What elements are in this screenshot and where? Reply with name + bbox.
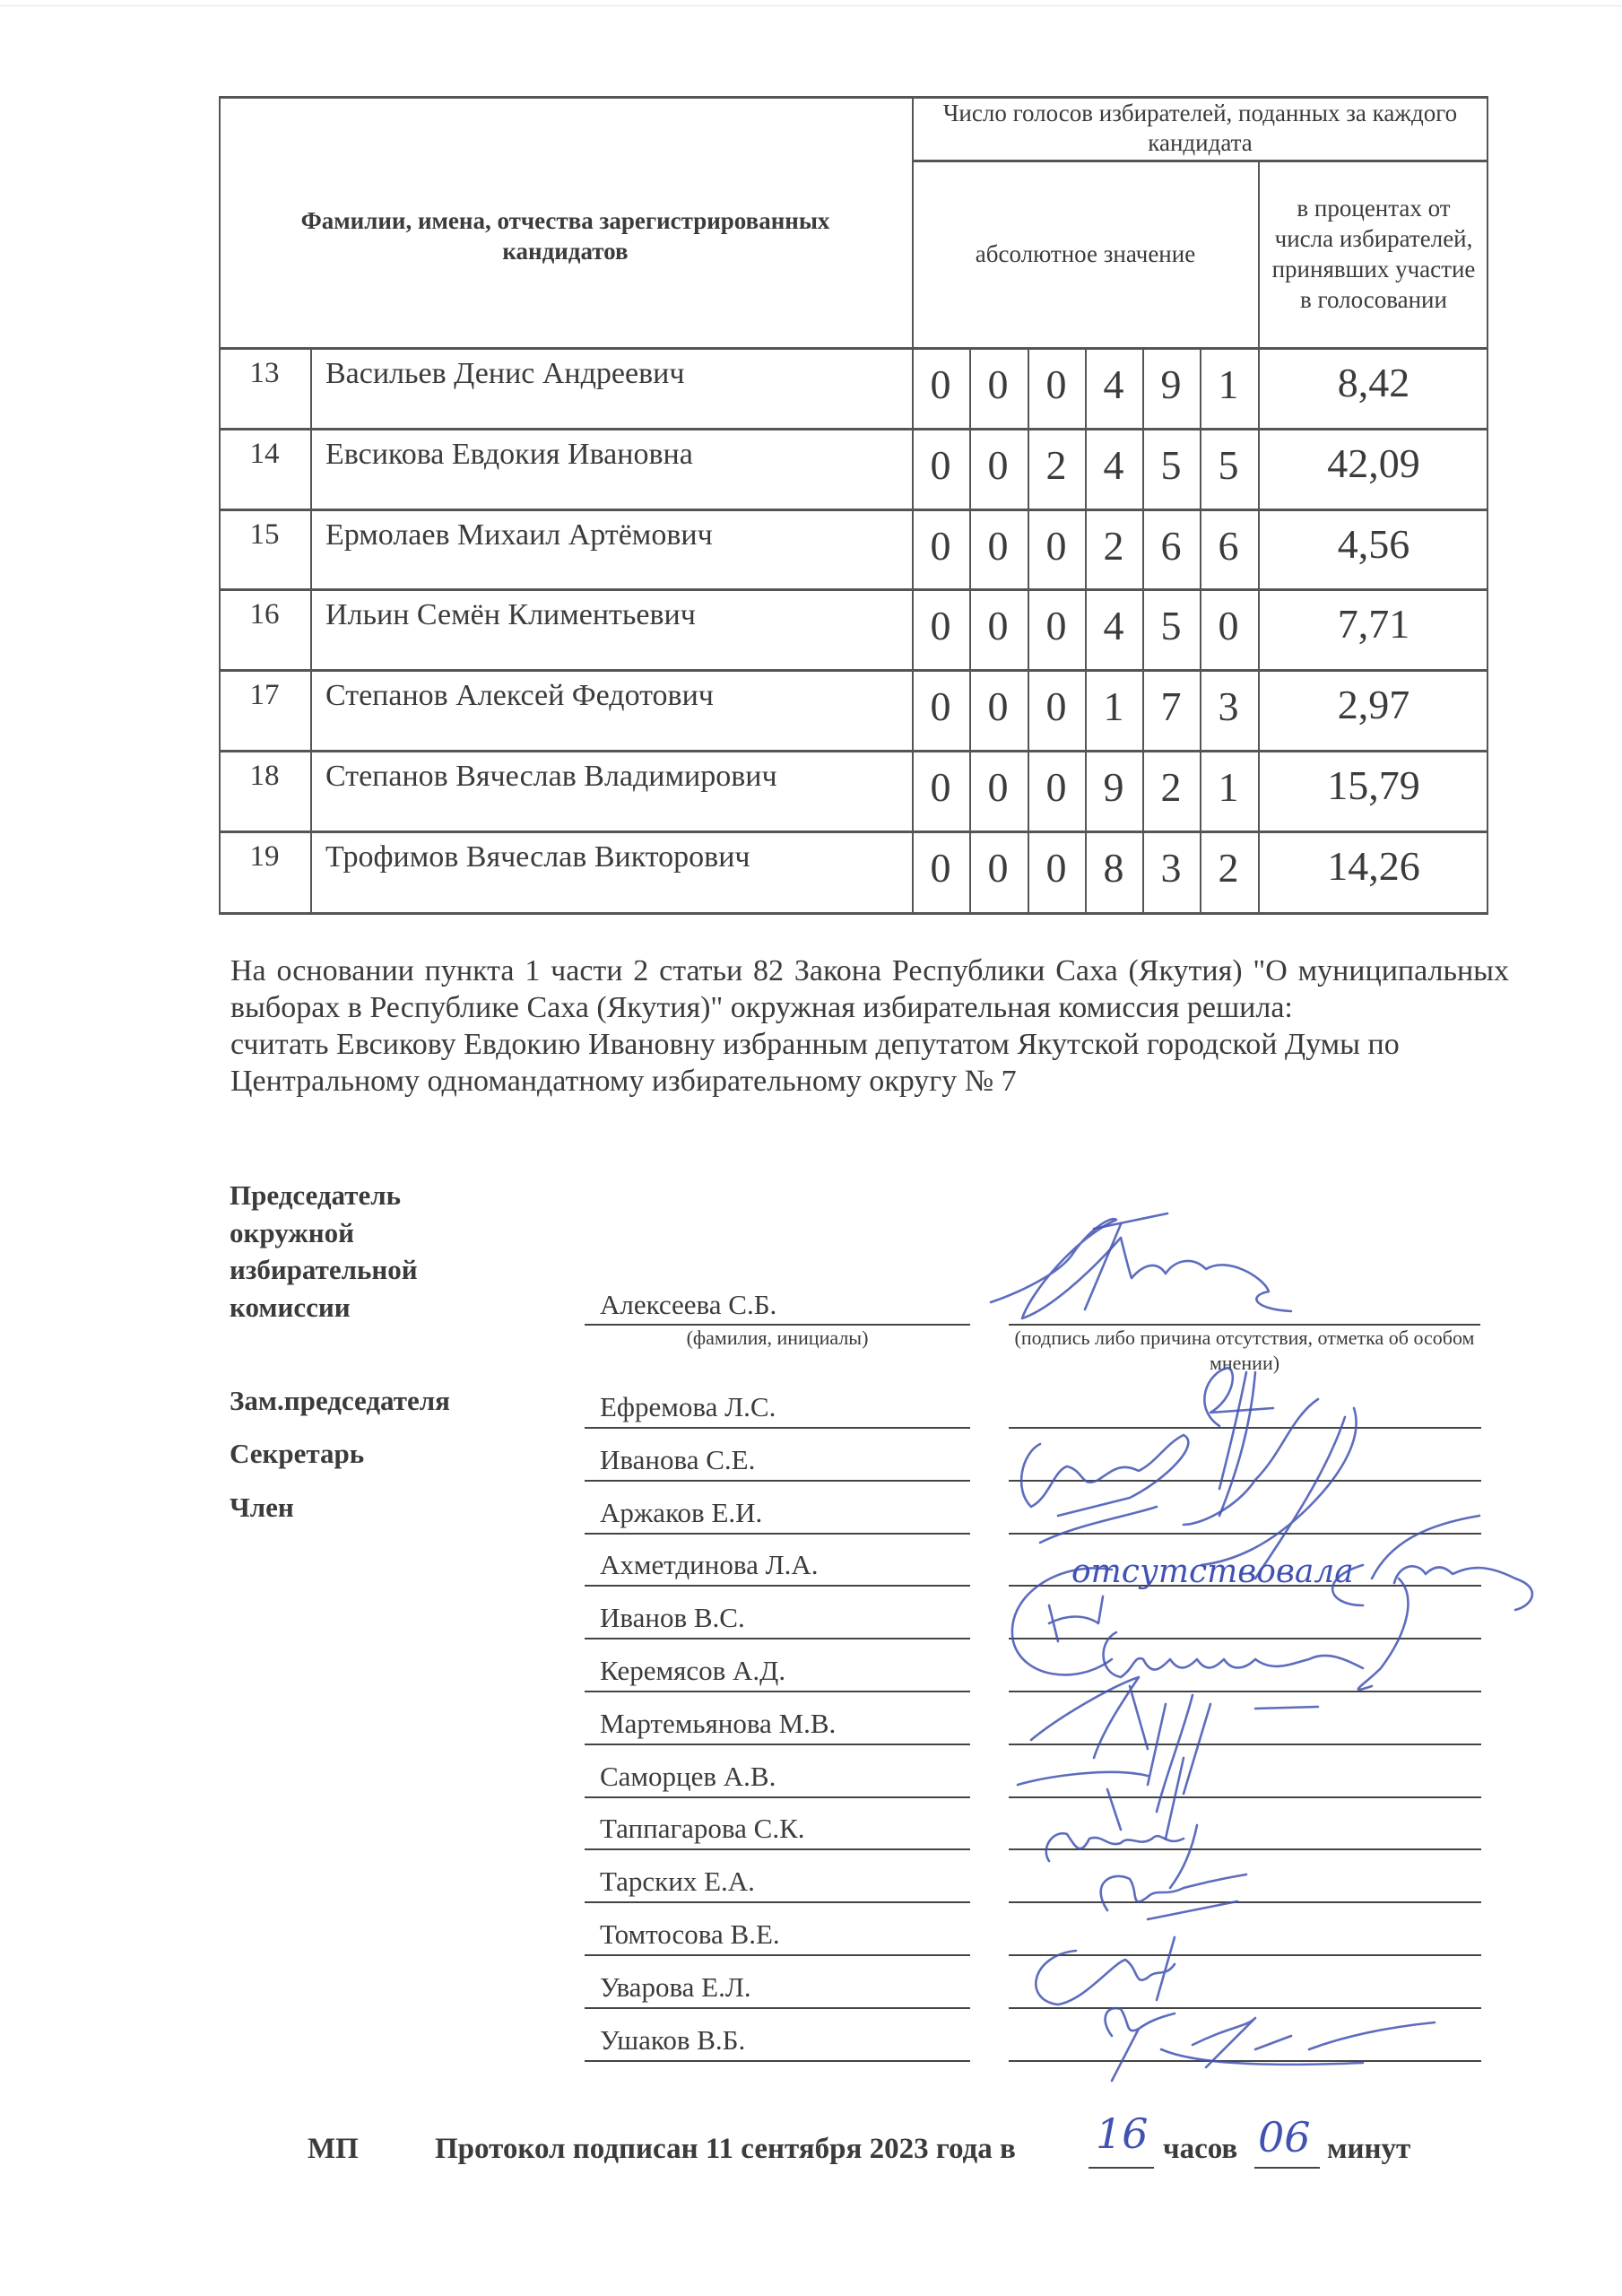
member-signature-line xyxy=(1009,1691,1481,1692)
member-name: Ахметдинова Л.А. xyxy=(600,1549,819,1581)
member-name-line xyxy=(585,1691,970,1692)
row-divider xyxy=(219,509,1488,511)
member-signature-line xyxy=(1009,2007,1481,2009)
hours-label: часов xyxy=(1163,2133,1238,2165)
table-row xyxy=(219,348,1488,428)
vote-digit: 0 xyxy=(1045,603,1067,649)
candidate-name: Васильев Денис Андреевич xyxy=(325,357,685,390)
table-row xyxy=(219,429,1488,509)
vote-digit: 2 xyxy=(1103,522,1124,569)
table-row xyxy=(219,670,1488,750)
row-number: 14 xyxy=(249,437,280,470)
row-divider xyxy=(219,831,1488,833)
vote-digit: 0 xyxy=(930,844,951,891)
member-name-line xyxy=(585,1796,970,1798)
vote-percent: 2,97 xyxy=(1337,682,1410,728)
vote-digit: 3 xyxy=(1218,683,1239,730)
header-percent: в процентах от числа избирателей, принявших участие в голосовании xyxy=(1271,195,1476,313)
vote-digit: 2 xyxy=(1218,844,1239,891)
scan-edge-line xyxy=(0,5,1622,6)
signature-akhmetdinova xyxy=(1332,1516,1532,1610)
row-number: 13 xyxy=(249,357,280,389)
vote-digit: 9 xyxy=(1160,361,1182,407)
vote-digit: 0 xyxy=(987,441,1009,488)
member-name: Ефремова Л.С. xyxy=(600,1391,776,1422)
member-signature-line xyxy=(1009,1954,1481,1956)
vote-digit: 0 xyxy=(1218,603,1239,649)
vote-digit: 0 xyxy=(1045,844,1067,891)
minutes-blank xyxy=(1254,2167,1320,2169)
results-table xyxy=(219,96,1488,915)
header-candidate-names: Фамилии, имена, отчества зарегистрированных кандидатов xyxy=(300,206,830,265)
signature-caption: (подпись либо причина отсутствия, отметка об особом мнении) xyxy=(1014,1326,1475,1374)
member-name-line xyxy=(585,1901,970,1903)
vote-percent: 42,09 xyxy=(1327,439,1420,486)
chair-name: Алексеева С.Б. xyxy=(600,1289,777,1320)
member-signature-line xyxy=(1009,2060,1481,2062)
vote-percent: 14,26 xyxy=(1327,842,1420,889)
signature-tappagarova xyxy=(1046,1825,1197,1888)
vote-digit: 0 xyxy=(987,522,1009,569)
table-divider-digit xyxy=(1085,348,1087,915)
member-name-line xyxy=(585,2007,970,2009)
vote-digit: 0 xyxy=(987,603,1009,649)
member-name: Керемясов А.Д. xyxy=(600,1655,786,1686)
row-divider xyxy=(219,750,1488,752)
member-name: Томтосова В.Е. xyxy=(600,1918,780,1950)
member-name-line xyxy=(585,2060,970,2062)
vote-digit: 0 xyxy=(930,522,951,569)
candidate-name: Евсикова Евдокия Ивановна xyxy=(325,437,693,471)
member-name-line xyxy=(585,1533,970,1535)
signed-text: Протокол подписан 11 сентября 2023 года в xyxy=(435,2133,1016,2165)
table-divider-digit xyxy=(1028,348,1029,915)
vote-digit: 5 xyxy=(1218,441,1239,488)
vote-digit: 4 xyxy=(1103,361,1124,407)
hours-blank xyxy=(1089,2167,1154,2169)
decision-text xyxy=(230,952,1509,1100)
table-border-bottom xyxy=(219,912,1488,915)
vote-digit: 5 xyxy=(1160,441,1182,488)
row-number: 17 xyxy=(249,679,280,712)
member-name-line xyxy=(585,1480,970,1482)
signature-ivanova xyxy=(1021,1435,1188,1516)
row-number: 18 xyxy=(249,760,280,792)
minutes-label: минут xyxy=(1327,2133,1411,2165)
vote-digit: 0 xyxy=(987,683,1009,730)
vote-digit: 6 xyxy=(1160,522,1182,569)
vote-digit: 0 xyxy=(930,441,951,488)
vote-digit: 1 xyxy=(1218,361,1239,407)
vote-digit: 5 xyxy=(1160,603,1182,649)
table-divider-digit xyxy=(1142,348,1144,915)
row-number: 19 xyxy=(249,839,280,873)
role-member: Член xyxy=(230,1492,294,1523)
member-signature-line xyxy=(1009,1901,1481,1903)
decision-resolution: считать Евсикову Евдокию Ивановну избранным депутатом Якутской городской Думы по Центральному одномандатному избирательному округу № 7 xyxy=(230,1028,1400,1098)
member-name: Саморцев А.В. xyxy=(600,1760,776,1792)
signature-tomtosova xyxy=(1036,1937,1175,2005)
signature-samortsev xyxy=(1018,1758,1184,1839)
row-divider xyxy=(219,669,1488,672)
table-divider-digit xyxy=(1200,348,1201,915)
role-chair: Председатель окружной избирательной комиссии xyxy=(230,1179,418,1323)
vote-digit: 0 xyxy=(987,764,1009,810)
table-row xyxy=(219,751,1488,831)
table-row xyxy=(219,589,1488,669)
candidate-name: Степанов Вячеслав Владимирович xyxy=(325,760,777,793)
vote-digit: 0 xyxy=(1045,361,1067,407)
member-signature-line xyxy=(1009,1796,1481,1798)
member-signature-line xyxy=(1009,1480,1481,1482)
vote-digit: 0 xyxy=(1045,683,1067,730)
row-number: 15 xyxy=(249,517,280,551)
table-row xyxy=(219,831,1488,911)
member-name: Иванова С.Е. xyxy=(600,1443,756,1475)
candidate-name: Ермолаев Михаил Артёмович xyxy=(325,517,713,552)
name-caption: (фамилия, инициалы) xyxy=(686,1326,869,1349)
role-secretary: Секретарь xyxy=(230,1438,365,1469)
member-name: Тарских Е.А. xyxy=(600,1866,755,1898)
vote-digit: 4 xyxy=(1103,441,1124,488)
member-name: Уварова Е.Л. xyxy=(600,1970,751,2003)
candidate-name: Трофимов Вячеслав Викторович xyxy=(325,839,750,874)
vote-digit: 8 xyxy=(1103,844,1124,891)
candidate-name: Ильин Семён Климентьевич xyxy=(325,598,696,632)
vote-percent: 8,42 xyxy=(1337,360,1410,405)
member-name-line xyxy=(585,1638,970,1639)
member-name-line xyxy=(585,1744,970,1745)
vote-digit: 0 xyxy=(1045,764,1067,810)
member-name: Иванов В.С. xyxy=(600,1602,745,1634)
decision-basis: На основании пункта 1 части 2 статьи 82 Закона Республики Саха (Якутия) "О муниципальных выборах в Республике Саха (Якутия)" окружная избирательная комиссия решила: xyxy=(230,954,1509,1024)
header-votes-group: Число голосов избирателей, поданных за каждого кандидата xyxy=(942,99,1458,156)
vote-digit: 0 xyxy=(930,683,951,730)
table-row xyxy=(219,509,1488,589)
vote-digit: 0 xyxy=(987,844,1009,891)
row-number: 16 xyxy=(249,598,280,631)
signature-efremova xyxy=(1184,1368,1318,1525)
table-divider-number xyxy=(310,348,312,915)
vote-digit: 9 xyxy=(1103,764,1124,810)
member-name-line xyxy=(585,1848,970,1850)
row-divider xyxy=(219,428,1488,430)
vote-digit: 3 xyxy=(1160,844,1182,891)
member-signature-line xyxy=(1009,1533,1481,1535)
vote-percent: 7,71 xyxy=(1337,601,1410,648)
member-signature-line xyxy=(1009,1848,1481,1850)
table-divider-digit xyxy=(969,348,971,915)
member-signature-line xyxy=(1009,1744,1481,1745)
member-signature-line xyxy=(1009,1427,1481,1429)
absence-note: отсутствовала xyxy=(1071,1553,1354,1590)
member-name-line xyxy=(585,1954,970,1956)
vote-digit: 6 xyxy=(1218,522,1239,569)
vote-digit: 0 xyxy=(930,361,951,407)
candidate-name: Степанов Алексей Федотович xyxy=(325,679,714,713)
vote-digit: 1 xyxy=(1218,764,1239,810)
vote-digit: 4 xyxy=(1103,603,1124,649)
member-name: Аржаков Е.И. xyxy=(600,1496,763,1528)
vote-digit: 0 xyxy=(930,764,951,810)
member-name: Мартемьянова М.В. xyxy=(600,1707,837,1739)
seal-label: МП xyxy=(308,2133,359,2165)
member-name-line xyxy=(585,1427,970,1429)
member-signature-line xyxy=(1009,1638,1481,1639)
signature-chair xyxy=(991,1213,1291,1318)
vote-digit: 0 xyxy=(1045,522,1067,569)
vote-percent: 4,56 xyxy=(1337,520,1410,567)
minutes-handwritten: 06 xyxy=(1258,2113,1311,2161)
role-deputy: Зам.председателя xyxy=(230,1385,450,1416)
signature-keremyasov xyxy=(1104,1578,1409,1690)
vote-digit: 2 xyxy=(1160,764,1182,810)
vote-digit: 0 xyxy=(987,361,1009,407)
header-absolute-value: абсолютное значение xyxy=(975,239,1196,267)
vote-percent: 15,79 xyxy=(1327,762,1420,808)
member-name: Ушаков В.Б. xyxy=(600,2023,746,2056)
signature-uvarova xyxy=(1106,2008,1175,2081)
vote-digit: 0 xyxy=(930,603,951,649)
signature-tarskikh xyxy=(1101,1874,1246,1919)
row-divider xyxy=(219,588,1488,591)
member-name: Таппагарова С.К. xyxy=(600,1813,805,1845)
vote-digit: 2 xyxy=(1045,441,1067,488)
vote-digit: 1 xyxy=(1103,683,1124,730)
vote-digit: 7 xyxy=(1160,683,1182,730)
hours-handwritten: 16 xyxy=(1096,2109,1149,2158)
member-name-line xyxy=(585,1585,970,1587)
